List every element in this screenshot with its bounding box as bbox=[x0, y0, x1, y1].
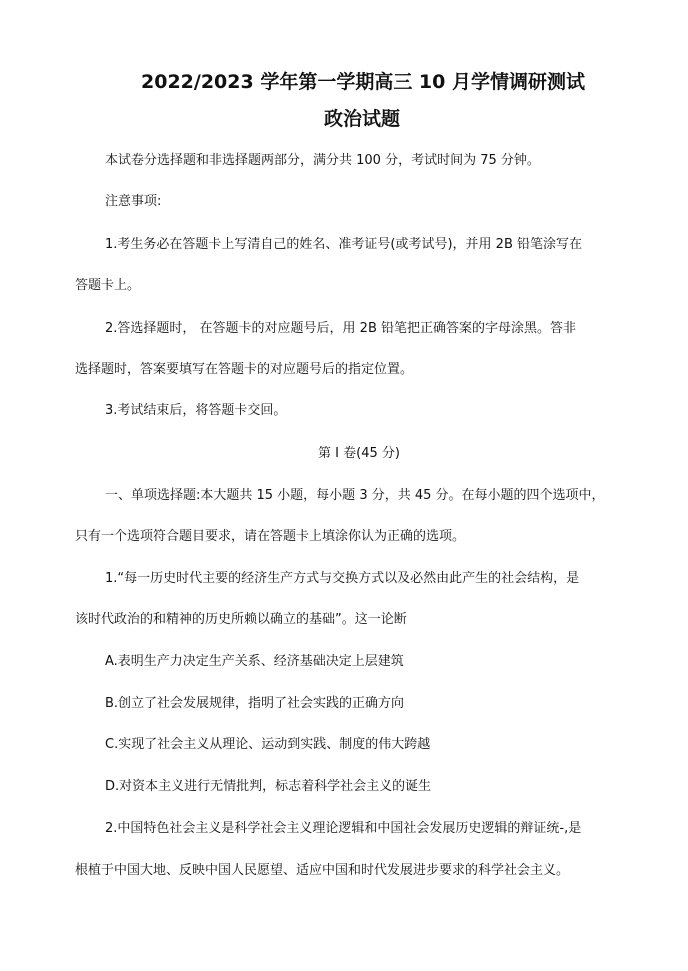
question-1-line-2: 该时代政治的和精神的历史所赖以确立的基础”。这一论断 bbox=[75, 612, 407, 627]
question-1-option-d: D.对资本主义进行无情批判，标志着科学社会主义的诞生 bbox=[105, 779, 432, 794]
question-1-option-c: C.实现了社会主义从理论、运动到实践、制度的伟大跨越 bbox=[105, 737, 431, 752]
document-title: 2022/2023 学年第一学期高三 10 月学情调研测试 bbox=[141, 71, 585, 93]
notice-heading: 注意事项: bbox=[105, 194, 162, 209]
section-intro-line-1: 一、单项选择题:本大题共 15 小题，每小题 3 分，共 45 分。在每小题的四个选项中， bbox=[105, 488, 605, 503]
question-2-line-2: 根植于中国大地、反映中国人民愿望、适应中国和时代发展进步要求的科学社会主义。 bbox=[75, 863, 570, 878]
section-intro-line-2: 只有一个选项符合题目要求，请在答题卡上填涂你认为正确的选项。 bbox=[75, 529, 466, 544]
notice-2-line-2: 选择题时，答案要填写在答题卡的对应题号后的指定位置。 bbox=[75, 362, 414, 377]
question-1-line-1: 1.“每一历史时代主要的经济生产方式与交换方式以及必然由此产生的社会结构，是 bbox=[105, 571, 580, 586]
notice-3: 3.考试结束后，将答题卡交回。 bbox=[105, 403, 287, 418]
notice-2-line-1: 2.答选择题时， 在答题卡的对应题号后，用 2B 铅笔把正确答案的字母涂黑。答非 bbox=[105, 321, 576, 336]
intro-text: 本试卷分选择题和非选择题两部分，满分共 100 分，考试时间为 75 分钟。 bbox=[105, 153, 540, 168]
question-2-line-1: 2.中国特色社会主义是科学社会主义理论逻辑和中国社会发展历史逻辑的辩证统-,是 bbox=[105, 821, 582, 836]
question-1-option-a: A.表明生产力决定生产关系、经济基础决定上层建筑 bbox=[105, 654, 404, 669]
section-title: 第 I 卷(45 分) bbox=[318, 446, 400, 461]
notice-1-line-1: 1.考生务必在答题卡上写清自己的姓名、准考证号(或考试号)，并用 2B 铅笔涂写在 bbox=[105, 237, 583, 252]
notice-1-line-2: 答题卡上。 bbox=[75, 278, 141, 293]
question-1-option-b: B.创立了社会发展规律，指明了社会实践的正确方向 bbox=[105, 696, 405, 711]
document-subtitle: 政治试题 bbox=[323, 108, 400, 130]
